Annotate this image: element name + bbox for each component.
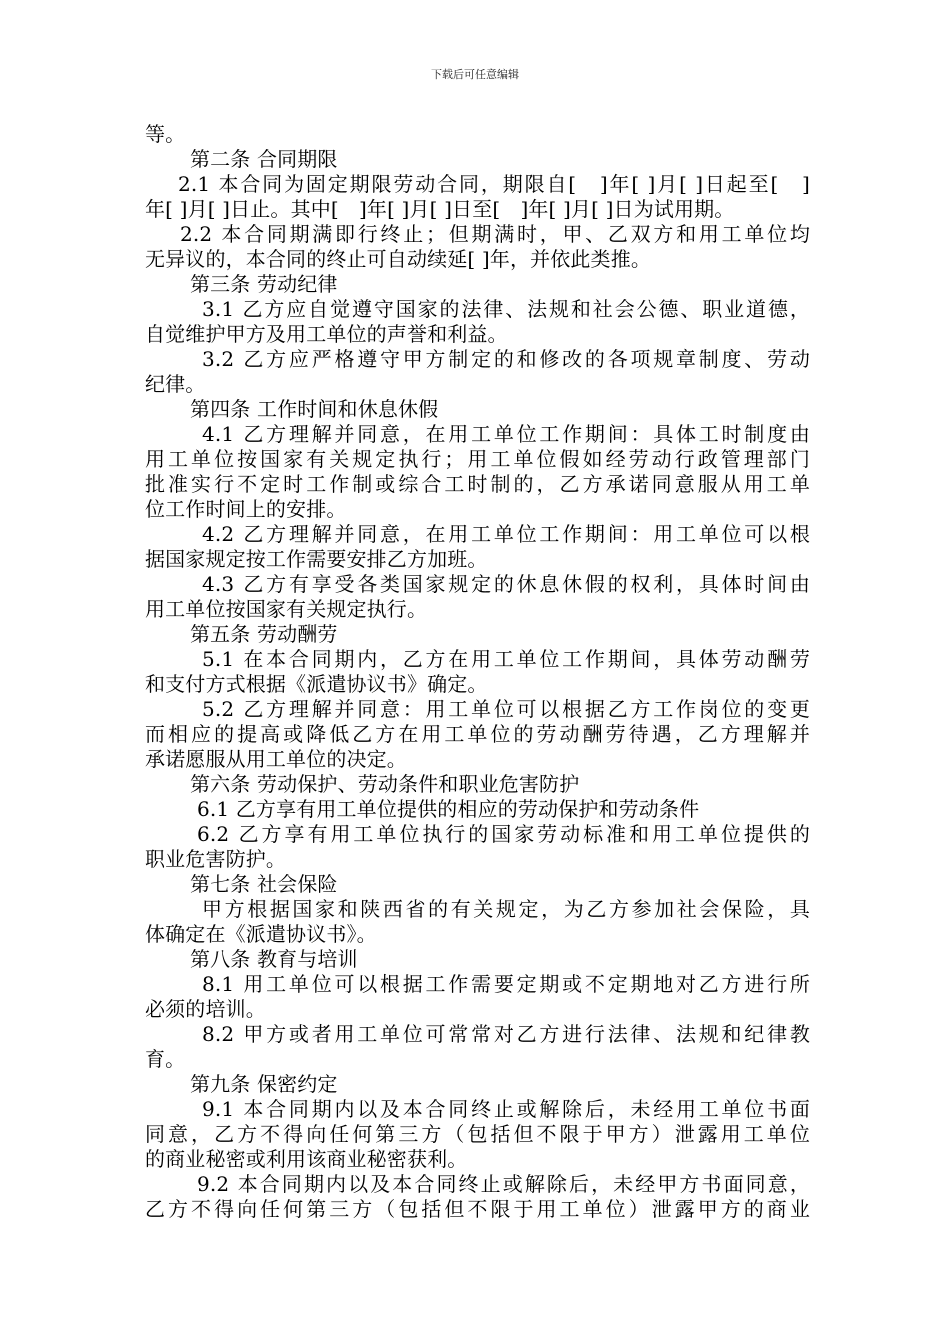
text-line: 等。	[145, 122, 186, 146]
clause-line: 5.1 在本合同期内，乙方在用工单位工作期间，具体劳动酬劳	[202, 647, 810, 671]
text-line: 同意，乙方不得向任何第三方（包括但不限于甲方）泄露用工单位	[145, 1122, 810, 1146]
article-heading: 第二条 合同期限	[190, 147, 338, 171]
text-line: 纪律。	[145, 372, 206, 396]
clause-line: 3.2 乙方应严格遵守甲方制定的和修改的各项规章制度、劳动	[202, 347, 810, 371]
article-heading: 第九条 保密约定	[190, 1072, 338, 1096]
article-heading: 第四条 工作时间和休息休假	[190, 397, 439, 421]
clause-line: 9.2 本合同期内以及本合同终止或解除后，未经甲方书面同意，	[197, 1172, 810, 1196]
clause-line: 9.1 本合同期内以及本合同终止或解除后，未经用工单位书面	[202, 1097, 810, 1121]
article-heading: 第六条 劳动保护、劳动条件和职业危害防护	[190, 772, 580, 796]
text-line: 的商业秘密或利用该商业秘密获利。	[145, 1147, 468, 1171]
clause-line: 2.2 本合同期满即行终止；但期满时，甲、乙双方和用工单位均	[180, 222, 810, 246]
clause-line: 6.1 乙方享有用工单位提供的相应的劳动保护和劳动条件	[197, 797, 700, 821]
text-line: 育。	[145, 1047, 186, 1071]
page-header-note: 下载后可任意编辑	[431, 68, 519, 81]
clause-line: 4.2 乙方理解并同意，在用工单位工作期间：用工单位可以根	[202, 522, 810, 546]
text-line: 和支付方式根据《派遣协议书》确定。	[145, 672, 488, 696]
clause-line: 3.1 乙方应自觉遵守国家的法律、法规和社会公德、职业道德，	[202, 297, 810, 321]
clause-line: 8.1 用工单位可以根据工作需要定期或不定期地对乙方进行所	[202, 972, 810, 996]
clause-line: 4.3 乙方有享受各类国家规定的休息休假的权利，具体时间由	[202, 572, 810, 596]
text-line: 承诺愿服从用工单位的决定。	[145, 747, 407, 771]
clause-line: 5.2 乙方理解并同意：用工单位可以根据乙方工作岗位的变更	[202, 697, 810, 721]
text-line: 用工单位按国家有关规定执行。	[145, 597, 428, 621]
text-line: 乙方不得向任何第三方（包括但不限于用工单位）泄露甲方的商业	[145, 1197, 810, 1221]
article-heading: 第八条 教育与培训	[190, 947, 358, 971]
text-line: 职业危害防护。	[145, 847, 287, 871]
clause-line: 2.1 本合同为固定期限劳动合同，期限自[ ]年[ ]月[ ]日起至[ ]	[178, 172, 810, 196]
text-line: 必须的培训。	[145, 997, 266, 1021]
text-line: 自觉维护甲方及用工单位的声誉和利益。	[145, 322, 508, 346]
text-line: 无异议的，本合同的终止可自动续延[ ]年，并依此类推。	[145, 247, 652, 271]
clause-line: 8.2 甲方或者用工单位可常常对乙方进行法律、法规和纪律教	[202, 1022, 810, 1046]
clause-line: 甲方根据国家和陕西省的有关规定，为乙方参加社会保险，具	[202, 897, 810, 921]
article-heading: 第七条 社会保险	[190, 872, 338, 896]
contract-body	[145, 122, 810, 1222]
text-line: 批准实行不定时工作制或综合工时制的，乙方承诺同意服从用工单	[145, 472, 810, 496]
article-heading: 第三条 劳动纪律	[190, 272, 338, 296]
text-line: 而相应的提高或降低乙方在用工单位的劳动酬劳待遇，乙方理解并	[145, 722, 810, 746]
text-line: 位工作时间上的安排。	[145, 497, 347, 521]
text-line: 年[ ]月[ ]日止。其中[ ]年[ ]月[ ]日至[ ]年[ ]月[ ]日为试用期。	[145, 197, 735, 221]
clause-line: 4.1 乙方理解并同意，在用工单位工作期间：具体工时制度由	[202, 422, 810, 446]
article-heading: 第五条 劳动酬劳	[190, 622, 338, 646]
text-line: 据国家规定按工作需要安排乙方加班。	[145, 547, 488, 571]
text-line: 体确定在《派遣协议书》。	[145, 922, 377, 946]
clause-line: 6.2 乙方享有用工单位执行的国家劳动标准和用工单位提供的	[197, 822, 810, 846]
text-line: 用工单位按国家有关规定执行；用工单位假如经劳动行政管理部门	[145, 447, 810, 471]
